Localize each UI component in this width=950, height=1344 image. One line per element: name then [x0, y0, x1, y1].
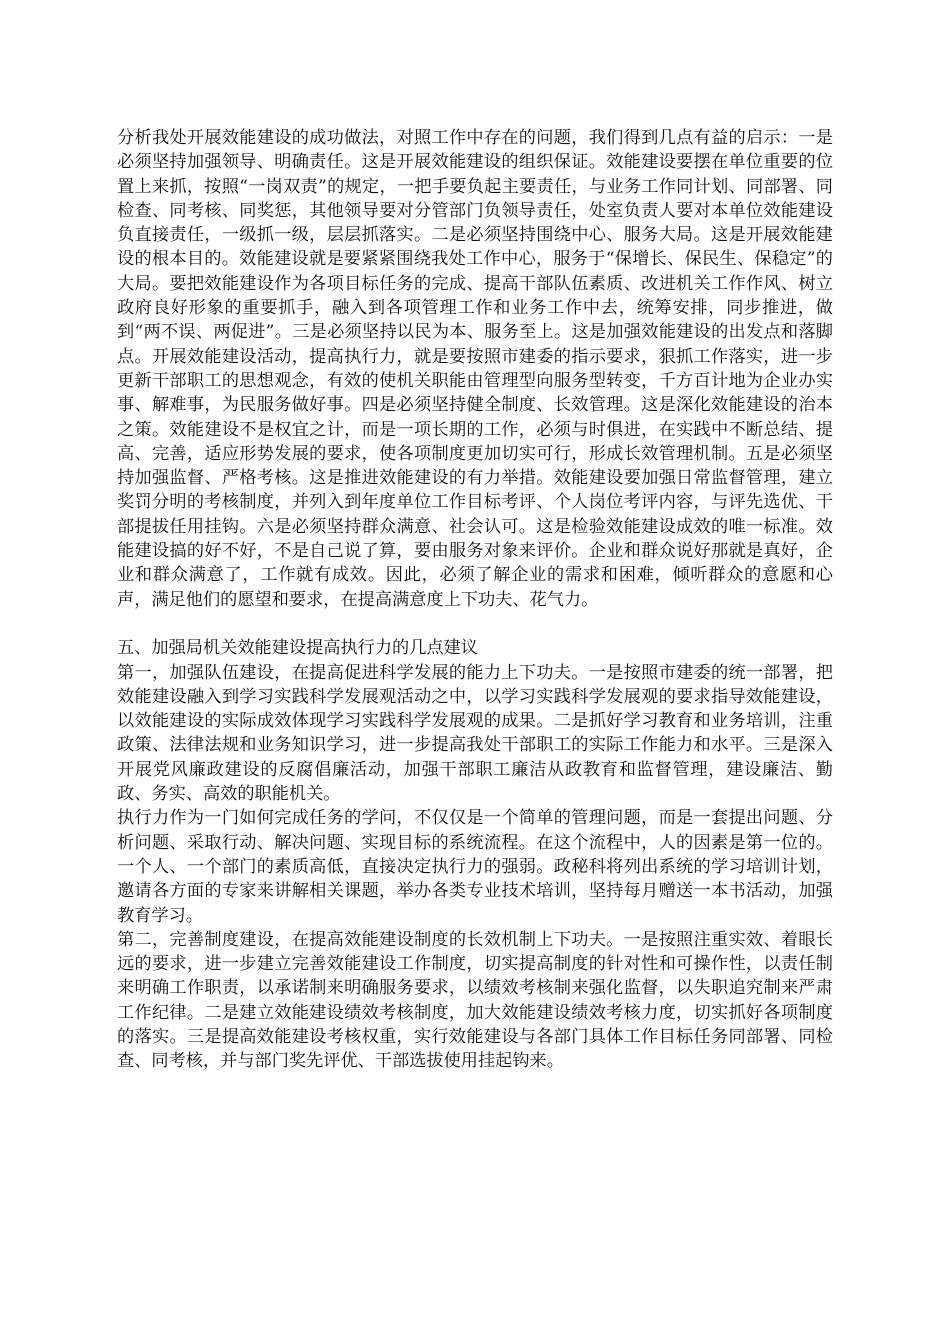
body-paragraph: 第二，完善制度建设，在提高效能建设制度的长效机制上下功夫。一是按照注重实效、着眼长远的要求，进一步建立完善效能建设工作制度，切实提高制度的针对性和可操作性，以责任制来明确工作职责，以承诺制来明确服务要求，以绩效考核制来强化监督，以失职追究制来严肃工作纪律。二是建立效能建设绩效考核制度，加大效能建设绩效考核力度，切实抓好各项制度的落实。三是提高效能建设考核权重，实行效能建设与各部门具体工作目标任务同部署、同检查、同考核，并与部门奖先评优、干部选拔使用挂起钩来。 — [117, 929, 833, 1072]
body-paragraph: 分析我处开展效能建设的成功做法，对照工作中存在的问题，我们得到几点有益的启示：一是必须坚持加强领导、明确责任。这是开展效能建设的组织保证。效能建设要摆在单位重要的位置上来抓，按照“一岗双责”的规定，一把手要负起主要责任，与业务工作同计划、同部署、同检查、同考核、同奖惩，其他领导要对分管部门负领导责任，处室负责人要对本单位效能建设负直接责任，一级抓一级，层层抓落实。二是必须坚持围绕中心、服务大局。这是开展效能建设的根本目的。效能建设就是要紧紧围绕我处工作中心，服务于“保增长、保民生、保稳定”的大局。要把效能建设作为各项目标任务的完成、提高干部队伍素质、改进机关工作作风、树立政府良好形象的重要抓手，融入到各项管理工作和业务工作中去，统筹安排，同步推进，做到“两不误、两促进”。三是必须坚持以民为本、服务至上。这是加强效能建设的出发点和落脚点。开展效能建设活动，提高执行力，就是要按照市建委的指示要求，狠抓工作落实，进一步更新干部职工的思想观念，有效的使机关职能由管理型向服务型转变，千方百计地为企业办实事、解难事，为民服务做好事。四是必须坚持健全制度、长效管理。这是深化效能建设的治本之策。效能建设不是权宜之计，而是一项长期的工作，必须与时俱进，在实践中不断总结、提高、完善，适应形势发展的要求，使各项制度更加切实可行，形成长效管理机制。五是必须坚持加强监督、严格考核。这是推进效能建设的有力举措。效能建设要加强日常监督管理，建立奖罚分明的考核制度，并列入到年度单位工作目标考评、个人岗位考评内容，与评先选优、干部提拔任用挂钩。六是必须坚持群众满意、社会认可。这是检验效能建设成效的唯一标准。效能建设搞的好不好，不是自己说了算，要由服务对象来评价。企业和群众说好那就是真好，企业和群众满意了，工作就有成效。因此，必须了解企业的需求和困难，倾听群众的意愿和心声，满足他们的愿望和要求，在提高满意度上下功夫、花气力。 — [117, 128, 833, 610]
body-paragraph: 第一，加强队伍建设，在提高促进科学发展的能力上下功夫。一是按照市建委的统一部署，把效能建设融入到学习实践科学发展观活动之中，以学习实践科学发展观的要求指导效能建设，以效能建设的实际成效体现学习实践科学发展观的成果。二是抓好学习教育和业务培训，注重政策、法律法规和业务知识学习，进一步提高我处干部职工的实际工作能力和水平。三是深入开展党风廉政建设的反腐倡廉活动，加强干部职工廉洁从政教育和监督管理，建设廉洁、勤政、务实、高效的职能机关。 — [117, 662, 833, 805]
section-heading: 五、加强局机关效能建设提高执行力的几点建议 — [117, 638, 478, 659]
body-paragraph: 执行力作为一门如何完成任务的学问，不仅仅是一个简单的管理问题，而是一套提出问题、分析问题、采取行动、解决问题、实现目标的系统流程。在这个流程中，人的因素是第一位的。一个人、一个部门的素质高低，直接决定执行力的强弱。政秘科将列出系统的学习培训计划，邀请各方面的专家来讲解相关课题，举办各类专业技术培训，坚持每月赠送一本书活动，加强教育学习。 — [117, 808, 833, 926]
document-page — [117, 126, 833, 1074]
paragraph-spacer — [117, 612, 833, 636]
